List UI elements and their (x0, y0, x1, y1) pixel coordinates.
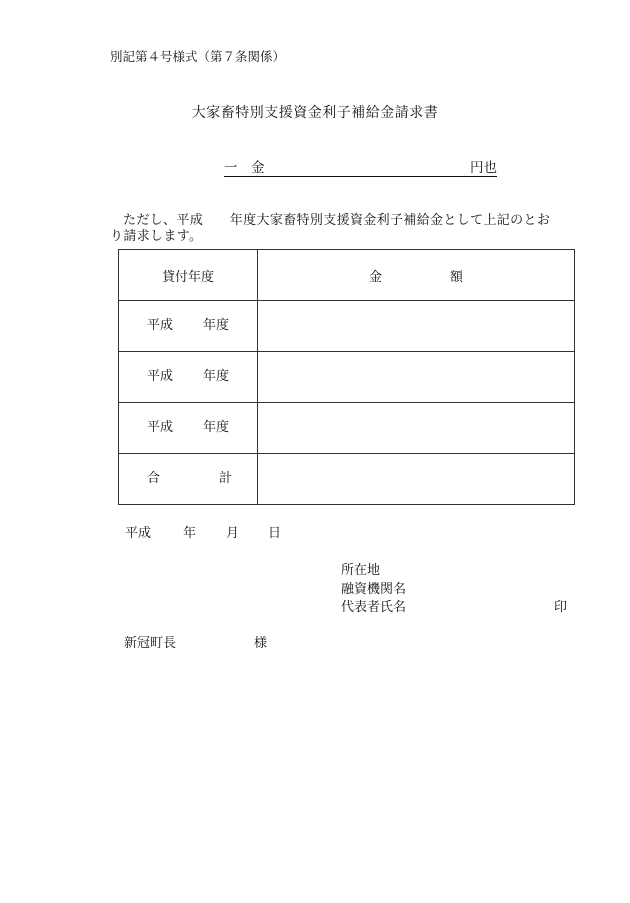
year-cell (119, 403, 258, 454)
total-label-cell (119, 454, 258, 505)
request-line-2: り請求します。 (110, 229, 203, 244)
amount-prefix: 一 金 (224, 160, 265, 176)
table-header-row (119, 250, 575, 301)
seal-mark: 印 (554, 600, 568, 615)
total-label-left: 合 (147, 471, 161, 486)
era-label: 平成 (147, 369, 174, 384)
amount-suffix: 円也 (470, 160, 497, 176)
amount-line (224, 160, 497, 177)
date-month: 月 (226, 526, 240, 541)
address-label: 所在地 (341, 563, 381, 578)
total-row (119, 454, 575, 505)
request-line-1: ただし、平成 年度大家畜特別支援資金利子補給金として上記のとお (123, 213, 551, 228)
year-unit-label: 年度 (203, 369, 230, 384)
date-day: 日 (268, 526, 282, 541)
table-row (119, 403, 575, 454)
amount-table (118, 249, 575, 505)
total-amount-cell (258, 454, 575, 505)
amount-cell (258, 352, 575, 403)
institution-label: 融資機関名 (341, 581, 407, 597)
header-amount (258, 250, 575, 301)
year-unit-label: 年度 (203, 318, 230, 333)
document-title: 大家畜特別支援資金利子補給金請求書 (191, 105, 439, 121)
form-number: 別記第４号様式（第７条関係） (110, 49, 286, 64)
era-label: 平成 (147, 318, 174, 333)
header-amount-right: 額 (450, 269, 464, 285)
year-cell (119, 352, 258, 403)
table-row (119, 352, 575, 403)
applicant-block (341, 562, 406, 618)
header-loan-year: 貸付年度 (119, 250, 258, 301)
amount-cell (258, 301, 575, 352)
amount-cell (258, 403, 575, 454)
date-year: 年 (183, 526, 197, 541)
header-amount-left: 金 (368, 269, 382, 285)
representative-label: 代表者氏名 (341, 600, 407, 615)
year-cell (119, 301, 258, 352)
request-statement (110, 213, 586, 245)
date-era: 平成 (125, 526, 152, 541)
total-label-right: 計 (219, 471, 233, 486)
table-row (119, 301, 575, 352)
era-label: 平成 (147, 420, 174, 435)
addressee-honorific: 様 (254, 636, 268, 651)
addressee-name: 新冠町長 (124, 636, 177, 651)
year-unit-label: 年度 (203, 420, 230, 435)
